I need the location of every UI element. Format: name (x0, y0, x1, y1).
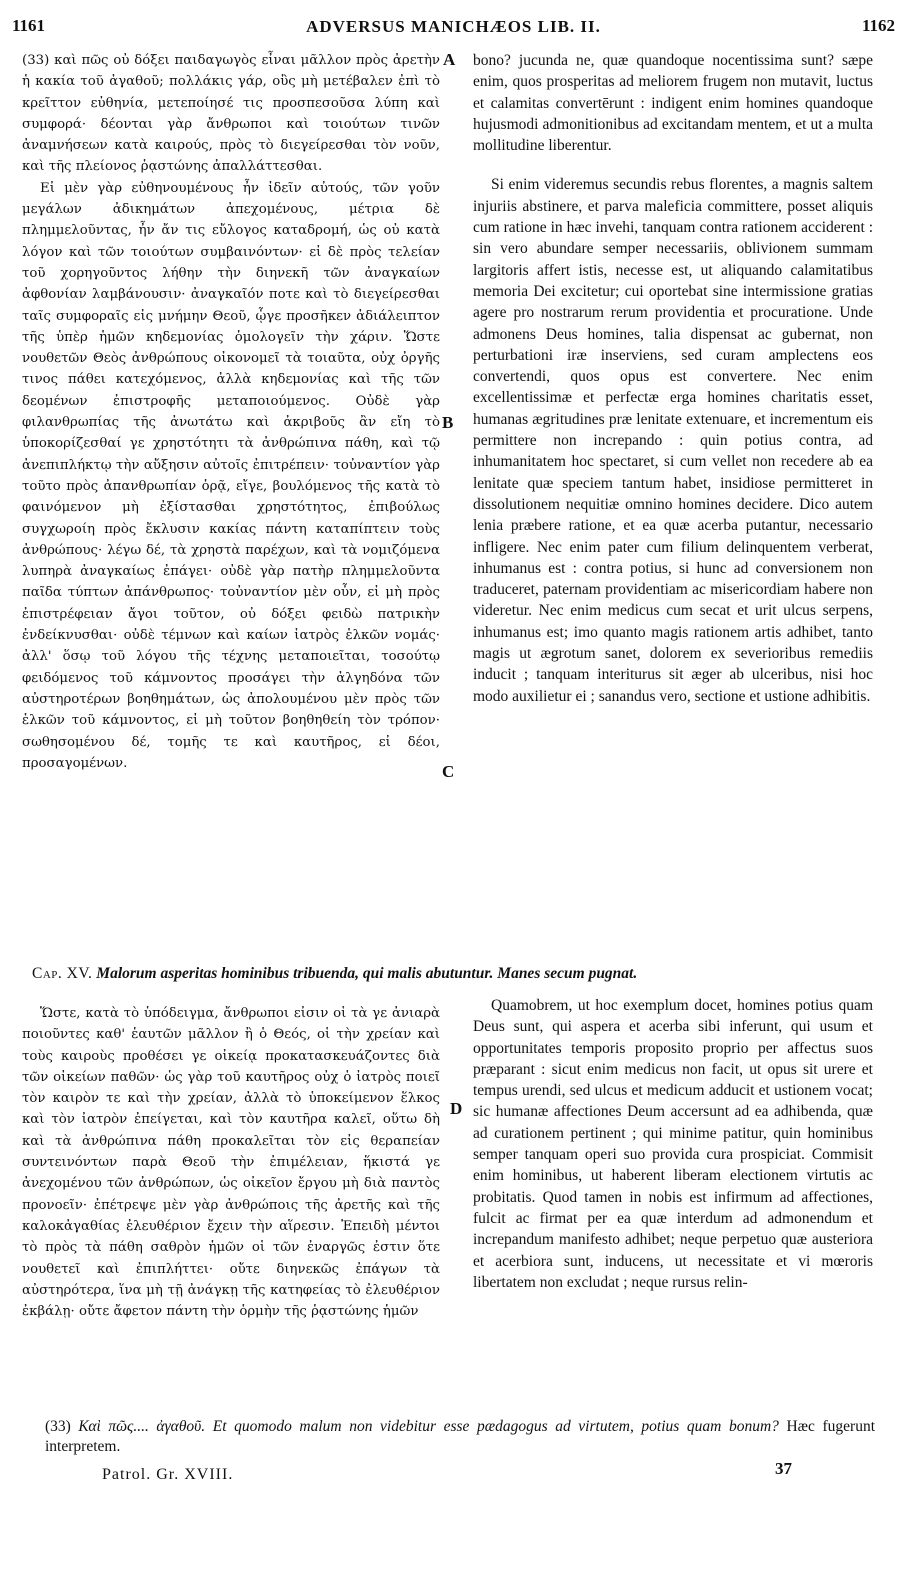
footnote-note: Hæc fugerunt interpretem. (45, 1418, 875, 1455)
section-marker-d: D (450, 1099, 463, 1118)
latin-paragraph: Si enim videremus secundis rebus florentes, a magnis saltem injuriis abstinere, et parva maleficia committere, posset aliquis cum ratione in hæc invehi, tanquam contra rationem acciderent : sin vero abundare semper necessariis, oblivionem summam largitoris affert istis, necesse est, ut aliquando calamitatibus memoria Dei excitetur; cui oportebat sine intermissione gratias agere pro nostrarum rerum providentia et procuratione. Unde admonens Deus homines, talia dispensat ac gubernat, non perturbationi iræ inserviens, sed curam amplectens eos convertendi, quos opus est convertere. Nec enim excellentissimæ et perfectæ erga homines charitatis esset, humanas ægritudines præ lenitate extenuare, et incrementum eis permittere non increpando : quin potius contra, ad inhumanitatem hoc spectaret, si cum vellet non recedere ab ea lenitate quæ speciem tantum habet, insidiose permitteret in dissolutionem nequitiæ omnino homines decidere. Dico autem lenia præbere ratione, et ea quæ acerba putantur, necessario infligere. Nec enim pater cum filium delinquentem verberat, inhumanus est : contra potius, si hunc ad conversionem non traduceret, paternam providentiam ac misericordiam habere non videretur. Nec enim medicus cum secat et urit ulcus serpens, inhumanus est; imo quanto magis rationem artis adhibet, tanto magis ut ægrotum sanet, dolorem ex severioribus remediis inducit ; tanquam interiturus sit æger ab ulceribus, nisi hoc modo auxilietur ei ; sanandus vero, sectione et ustione adhibitis. (473, 176, 873, 705)
chapter-title: Malorum asperitas hominibus tribuenda, qui malis abutuntur. Manes secum pugnat. (96, 965, 638, 982)
footnote-latin: Et quomodo malum non videbitur esse pædagogus ad virtutem, potius quam bonum? (212, 1418, 779, 1435)
greek-paragraph: Εἰ μὲν γὰρ εὐθηνουμένους ἦν ἰδεῖν αὐτούς, τῶν γοῦν μεγάλων ἀδικημάτων ἀπεχομένους, μέτρια δὲ πλημμελοῦντας, ἦν ἄν τις εὔλογος καταδρομή, ὡς οὐ κατὰ λόγον καὶ τῶν τοιούτων συμβαινόντων· εἰ δὲ πρὸς τελείαν τοῦ χορηγοῦντος λήθην τὴν διηνεκῆ τῶν ἀναγκαίων ἀφθονίαν λαμβάνουσιν· ἀναγκαῖόν ποτε καὶ τὸ διεγείρεσθαι ταῖς συμφοραῖς εἰς μνήμην Θεοῦ, ᾧγε προσῆκεν ἀδιάλειπτον τῆς ὑπὲρ ἡμῶν κηδεμονίας ὁμολογεῖν τὴν χάριν. Ὥστε νουθετῶν Θεὸς ἀνθρώπους οἰκονομεῖ τὰ τοιαῦτα, οὐχ ὀργῆς τινος πάθει κατεχόμενος, ἀλλὰ κηδεμονίας καὶ τῆς τῶν δεομένων ἐπιστροφῆς μεταποιούμενος. Οὐδὲ γὰρ φιλανθρωπίας τῆς ἀνωτάτω καὶ ἀκριβοῦς ἂν εἴη τὸ ὑποκορίζεσθαί γε χρηστότητι τὰ ἀνθρώπινα πάθη, καὶ τῷ ἀνεπιπλήκτῳ τὴν αὔξησιν αὐτοῖς ἐπιτρέπειν· τοὐναντίον γὰρ τοῦτο πρὸς ἀπανθρωπίαν ὁρᾷ, εἴγε, βουλόμενος τῆς κατὰ τὸ φαινόμενον μὴ ἐξίστασθαι χρηστότητος, ἐπιβούλως συγχωροίη πρὸς ἔκλυσιν κακίας πάντη καταπίπτειν τοὺς ἀνθρώπους· λέγω δέ, τὰ χρηστὰ παρέχων, καὶ τὰ νομιζόμενα λυπηρὰ ἀναγκαίως ἐπάγει· οὐδὲ γὰρ πατὴρ πλημμελοῦντα παῖδα τύπτων ἀπάνθρωπος· τοὐναντίον μὲν οὖν, εἰ μὴ πρὸς ἐπιστρέφειαν ἄγοι τοῦτον, οὐ δόξει φειδὼ πατρικὴν ἐνδείκνυσθαι· οὐδὲ τέμνων καὶ καίων ἰατρὸς ἑλκῶν νομάς· ἀλλ' ὅσῳ τοῦ λόγου τῆς τέχνης μεταποιεῖται, τοσούτῳ φειδόμενος τοῦ κάμνοντος προσάγει τὴν ἀλγηδόνα τῶν αὐστηροτέρων βοηθημάτων, ὡς ἀπολουμένου μὲν πρὸς τῶν ἑλκῶν τοῦ κάμνοντος, εἰ μὴ τοῦτον βοηθηθείη τὸν τρόπον· σωθησομένου δέ, τομῆς τε καὶ καυτῆρος, εἰ δέοι, προσαγομένων. (22, 180, 440, 771)
latin-paragraph: Quamobrem, ut hoc exemplum docet, homines potius quam Deus sunt, qui aspera et acerba sibi inferunt, qui usum et opportunitates temporis proposito proprio per affectus suos præparant : sicut enim medicus non facit, ut opus sit urere et tempus urendi, sed ulcus et medicum adducit et ustionem vocat; sic humanæ affectiones Deum accersunt ad ea adhibenda, quæ ad curationem pertinent ; qui minime patitur, quin hominibus semper tanquam operi suo provida cura prospiciat. Commisit enim hominibus, ut haberent liberam electionem virtutis ac probitatis. Quod tamen in nobis est infirmum ad affectiones, fulcit ac firmat per ea quæ interdum ad admonendum et increpandum manifesto adhibet; neque perpetuo quæ austeriora et acerbiora sunt, inducens, ut necessitate et vi mœroris libertatem non excludat ; neque rursus relin- (473, 997, 873, 1291)
greek-paragraph-33: (33) καὶ πῶς οὐ δόξει παιδαγωγὸς εἶναι μᾶλλον πρὸς ἀρετὴν ἡ κακία τοῦ ἀγαθοῦ; πολλάκις γάρ, οὓς μὴ μετέβαλεν ἐπὶ τὸ κρεῖττον εὐθηνία, μετεποίησέ τις προσπεσοῦσα λύπη καὶ συμφορά· δέονται γὰρ ἄνθρωποι καὶ τοιούτων τινῶν ἀναμνήσεων κατὰ καιρούς, πρὸς τὸ διεγείρεσθαι τὸν νοῦν, καὶ τῆς πλείονος ῥᾳστώνης ἀπαλλάττεσθαι. (22, 53, 440, 175)
section-marker-c: C (442, 762, 455, 781)
footnote-number: (33) (45, 1418, 71, 1435)
greek-column-top (22, 50, 440, 774)
chapter-label: Cap. XV. (32, 965, 93, 982)
section-marker-b: B (442, 413, 454, 432)
chapter-heading (32, 965, 882, 983)
signature-mark: Patrol. Gr. XVIII. (102, 1466, 234, 1483)
greek-paragraph: Ὥστε, κατὰ τὸ ὑπόδειγμα, ἄνθρωποι εἰσιν οἱ τὰ γε ἀνιαρὰ ποιοῦντες καθ' ἑαυτῶν μᾶλλον ἢ ὁ Θεός, οἱ τὴν χρείαν καὶ τοὺς καιροὺς προθέσει γε οἰκείᾳ προκατασκευάζοντες διὰ τῶν οἰκείων παθῶν· ὡς γὰρ τοῦ καυτῆρος οὐχ ὁ ἰατρὸς ποιεῖ τὸν καιρὸν τε καὶ τὴν χρείαν, ἀλλὰ τὸ ὑποκείμενον ἕλκος καὶ τὸν ἰατρὸν ἐπείγεται, καὶ τὸν καυτῆρα καλεῖ, οὕτω δὴ καὶ τὰ ἀνθρώπινα πάθη προκαλεῖται τὸν εἰς θεραπείαν συντεινόντων παρὰ Θεοῦ τὴν ἐπιμέλειαν, ἥκιστά γε ἀνεχομένου τῶν ἀνθρώπων, ὡς οἰκεῖον ἔργου μὴ διὰ παντὸς προνοεῖν· ἐπέτρεψε μὲν γὰρ ἀνθρώποις τῆς ἀρετῆς καὶ τῆς καλοκἀγαθίας ἐλευθέριον ἔχειν τὴν αἵρεσιν. Ἐπειδὴ μέντοι τὸ πρὸς τὰ πάθη σαθρὸν ἡμῶν οἱ τῶν ἐναργῶς ἐστιν ὅτε νουθετεῖ καὶ ἐπιπλήττει· οὔτε διηνεκῶς ἐπάγων τὰ αὐστηρότερα, ἵνα μὴ τῇ ἀνάγκῃ τῆς κατηφείας τὸ ἐλευθέριον ἐκβάλῃ· οὔτε ἄφετον πάντη τὴν ὁρμὴν τῆς ῥᾳστώνης ἡμῶν (22, 1006, 440, 1320)
footnote (45, 1417, 875, 1457)
latin-column-bottom (473, 995, 873, 1293)
column-number-left: 1161 (12, 16, 46, 35)
running-title: ADVERSUS MANICHÆOS LIB. II. (306, 17, 601, 36)
latin-paragraph: bono? jucunda ne, quæ quandoque nocentissima sunt? sæpe enim, quos prosperitas ad meliorem frugem non mutavit, luctus et calamitas convertērunt : indigent enim homines quandoque hujusmodi admonitionibus ad excitandam mentem, et ut a multa mollitudine liberentur. (473, 52, 873, 155)
greek-column-bottom (22, 1003, 440, 1322)
section-marker-a: A (443, 50, 456, 69)
page-number: 37 (775, 1459, 792, 1478)
footnote-greek: Καὶ πῶς.... ἀγαθοῦ. (78, 1418, 206, 1435)
running-header (12, 16, 895, 40)
latin-column-top (473, 50, 873, 707)
column-number-right: 1162 (861, 16, 895, 35)
